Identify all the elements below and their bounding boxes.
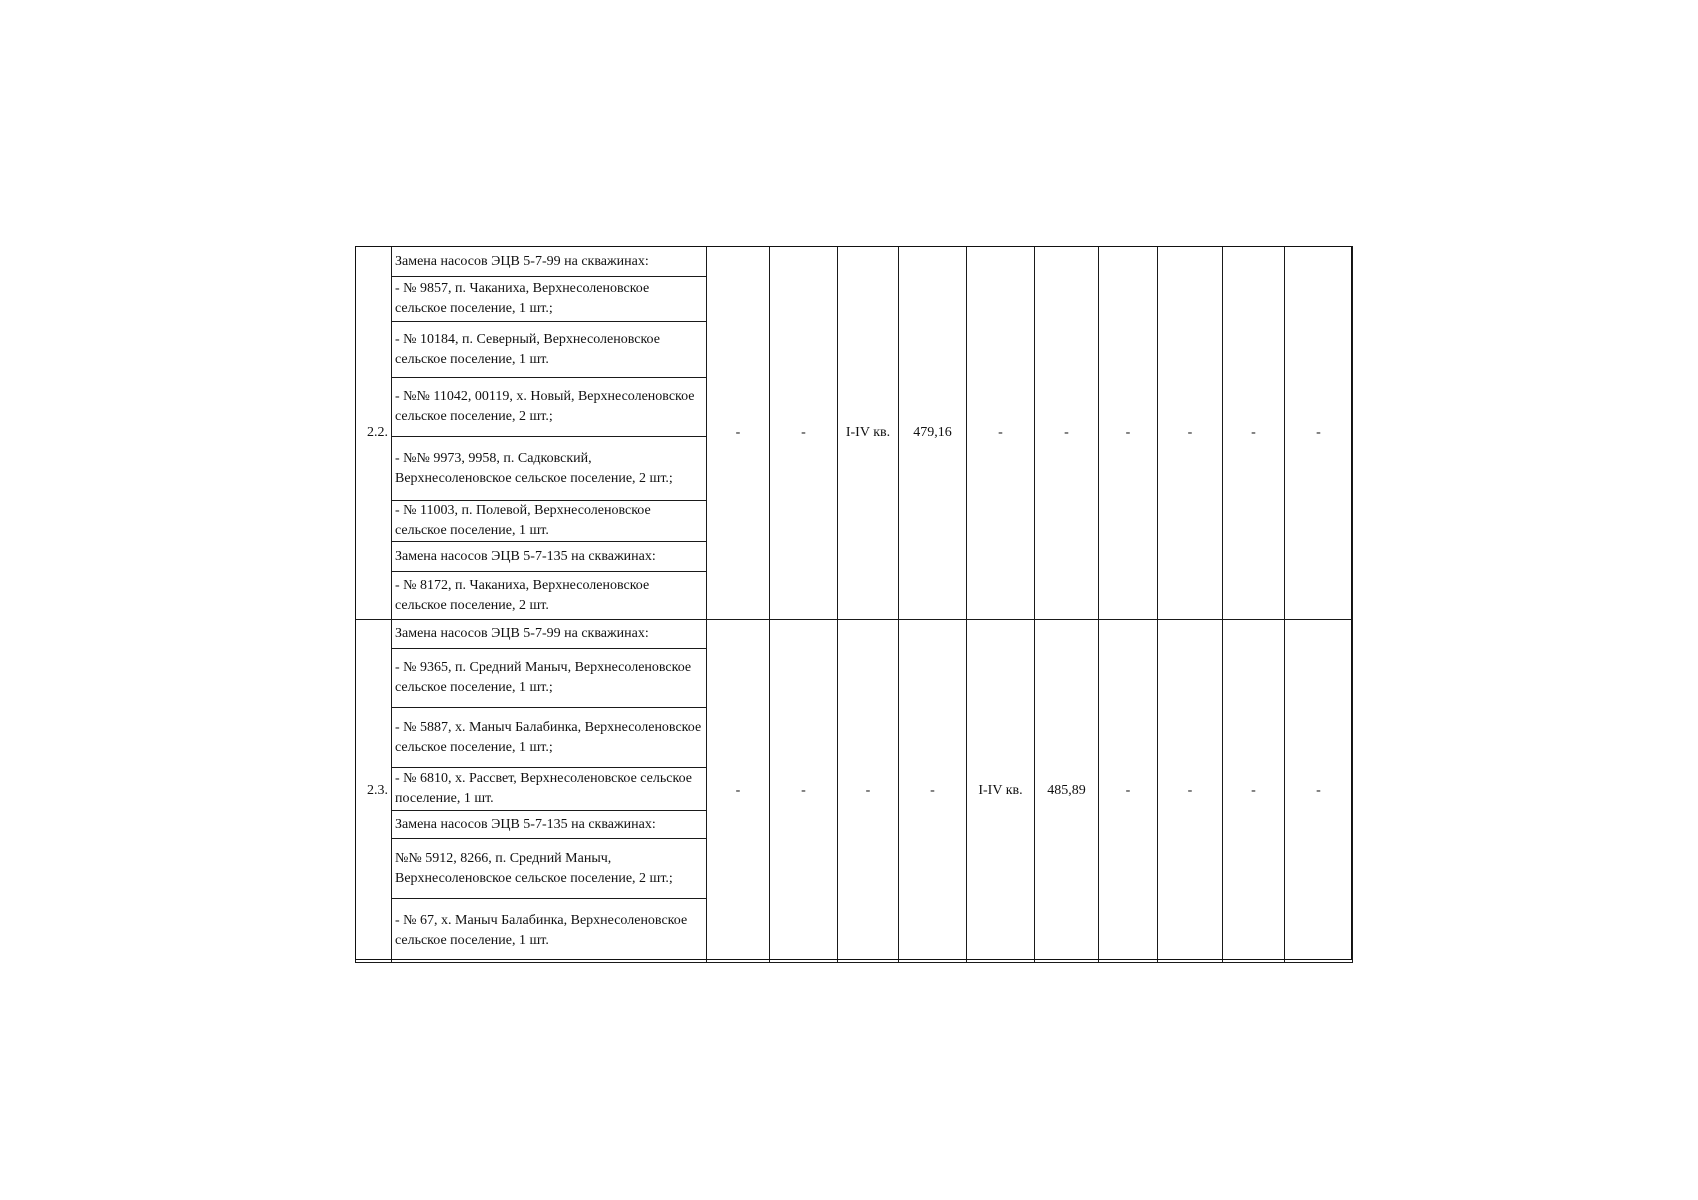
list-item: №№ 5912, 8266, п. Средний Маныч, Верхнесоленовское сельское поселение, 2 шт.; [392, 839, 706, 899]
list-item: - № 67, х. Маныч Балабинка, Верхнесоленовское сельское поселение, 1 шт. [395, 912, 688, 948]
table-row [356, 247, 1353, 620]
list-item: Замена насосов ЭЦВ 5-7-135 на скважинах: [392, 811, 706, 839]
list-item: Замена насосов ЭЦВ 5-7-99 на скважинах: [392, 247, 706, 277]
value-cell: I-IV кв. [967, 620, 1035, 963]
value-cell: - [1285, 620, 1353, 963]
value-cell: - [1099, 247, 1158, 620]
row-description [392, 620, 707, 963]
value-cell: - [838, 620, 899, 963]
row-number: 2.2. [356, 247, 392, 620]
value-cell: - [967, 247, 1035, 620]
table-row [356, 620, 1353, 963]
list-item: - № 8172, п. Чаканиха, Верхнесоленовское сельское поселение, 2 шт. [395, 577, 650, 613]
list-item: - № 5887, х. Маныч Балабинка, Верхнесоленовское сельское поселение, 1 шт.; [392, 708, 706, 768]
value-cell: - [770, 620, 838, 963]
list-item: - № 6810, х. Рассвет, Верхнесоленовское сельское поселение, 1 шт. [392, 768, 706, 811]
value-cell: - [1035, 247, 1099, 620]
list-item: - № 11003, п. Полевой, Верхнесоленовское сельское поселение, 1 шт. [392, 501, 706, 542]
plan-table [355, 246, 1353, 963]
value-cell: - [1285, 247, 1353, 620]
list-item: - № 10184, п. Северный, Верхнесоленовское сельское поселение, 1 шт. [392, 322, 706, 378]
value-cell: - [1223, 620, 1285, 963]
value-cell: I-IV кв. [838, 247, 899, 620]
row-number: 2.3. [356, 620, 392, 963]
list-item: - №№ 11042, 00119, х. Новый, Верхнесоленовское сельское поселение, 2 шт.; [392, 378, 706, 437]
list-item: Замена насосов ЭЦВ 5-7-135 на скважинах: [392, 542, 706, 572]
row-description [392, 247, 707, 620]
value-cell: - [1158, 620, 1223, 963]
value-cell: - [707, 247, 770, 620]
list-item: - № 9365, п. Средний Маныч, Верхнесоленовское сельское поселение, 1 шт.; [392, 649, 706, 708]
list-item: Замена насосов ЭЦВ 5-7-99 на скважинах: [392, 620, 706, 649]
document-sheet [355, 246, 1352, 960]
list-item: - №№ 9973, 9958, п. Садковский, Верхнесоленовское сельское поселение, 2 шт.; [392, 437, 706, 501]
value-cell: 485,89 [1035, 620, 1099, 963]
value-cell: - [1158, 247, 1223, 620]
list-item: - № 9857, п. Чаканиха, Верхнесоленовское сельское поселение, 1 шт.; [392, 277, 706, 322]
value-cell: - [1223, 247, 1285, 620]
value-cell: - [707, 620, 770, 963]
value-cell: - [770, 247, 838, 620]
value-cell: - [1099, 620, 1158, 963]
value-cell: 479,16 [899, 247, 967, 620]
value-cell: - [899, 620, 967, 963]
